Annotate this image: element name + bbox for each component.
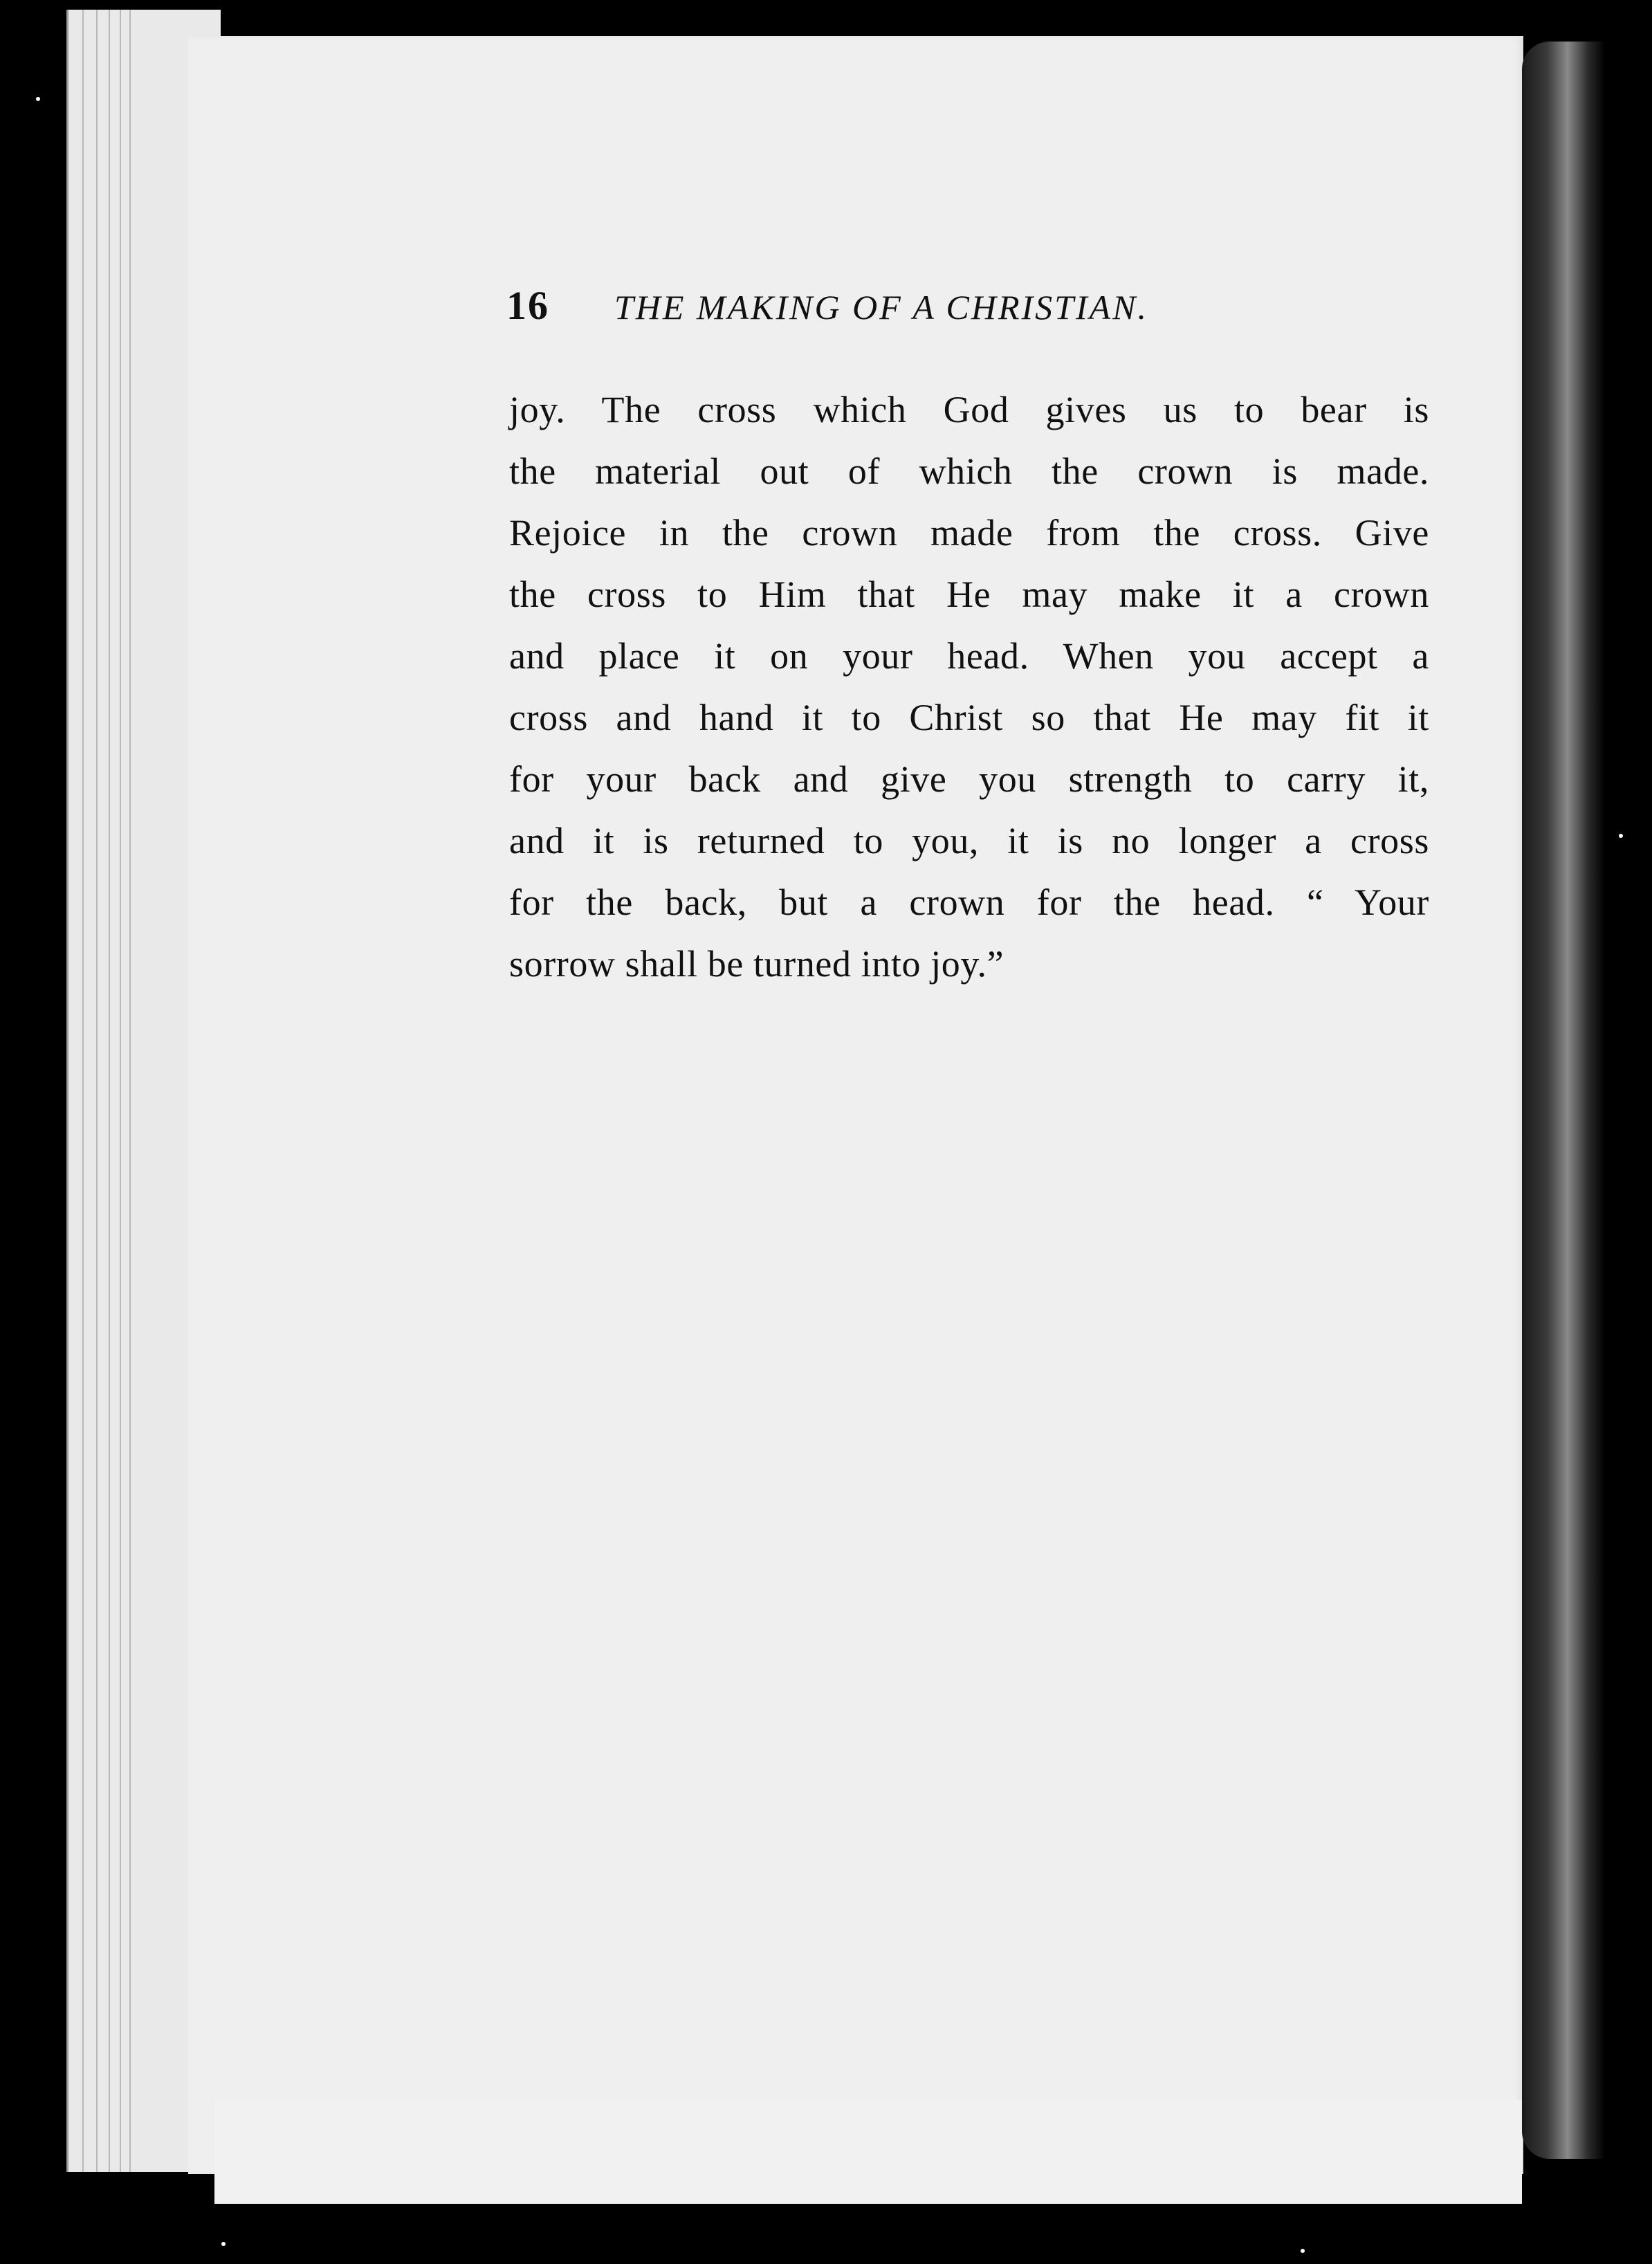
scan-speck: [221, 2242, 226, 2246]
text-line: cross and hand it to Christ so that He may fit it: [509, 697, 1429, 738]
scan-speck: [1301, 2249, 1305, 2253]
text-line: for your back and give you strength to carry it,: [509, 758, 1429, 800]
page-edge-line: [120, 10, 121, 2172]
page-edge-line: [109, 10, 110, 2172]
running-head-title: THE MAKING OF A CHRISTIAN.: [614, 288, 1148, 327]
text-line: sorrow shall be turned into joy.”: [509, 943, 1004, 985]
page-edge-line: [96, 10, 98, 2172]
page-edge-line: [82, 10, 84, 2172]
text-line: and place it on your head. When you accept a: [509, 635, 1429, 677]
running-head: [506, 282, 1406, 338]
page-sheet: [188, 36, 1523, 2174]
text-line: Rejoice in the crown made from the cross. Give: [509, 512, 1429, 554]
scan-speck: [1619, 834, 1623, 838]
text-line: and it is returned to you, it is no longer a cross: [509, 820, 1429, 861]
page-edge-line: [129, 10, 131, 2172]
text-line: for the back, but a crown for the head. “ Your: [509, 882, 1429, 923]
scan-speck: [36, 97, 40, 101]
body-paragraph: [509, 379, 1429, 995]
text-line: the material out of which the crown is made.: [509, 450, 1429, 492]
book-gutter-shadow: [1522, 42, 1605, 2159]
page-bottom-edge: [214, 2100, 1522, 2204]
text-line: the cross to Him that He may make it a crown: [509, 574, 1429, 615]
text-line: joy. The cross which God gives us to bear is: [509, 389, 1429, 430]
page-number: 16: [506, 283, 549, 328]
